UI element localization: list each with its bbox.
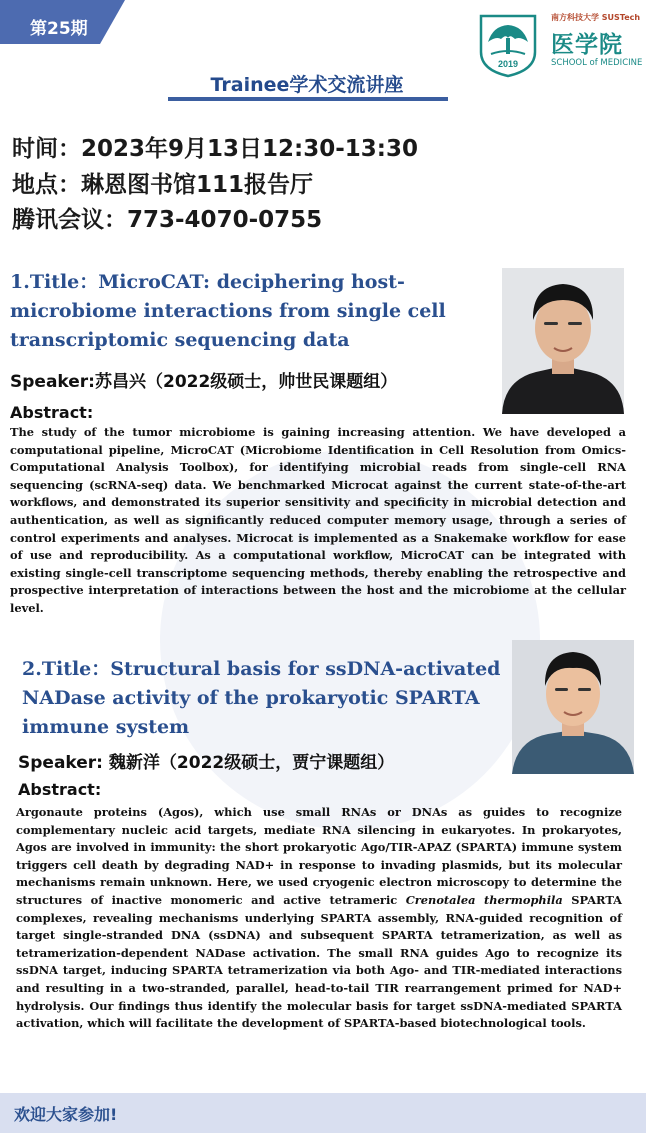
speaker-label: Speaker:: [10, 372, 95, 392]
speaker-label: Speaker:: [18, 753, 103, 773]
speaker-name: 魏新洋（2022级硕士，贾宁课题组）: [108, 753, 395, 773]
talk-2-abstract: [16, 804, 622, 1033]
talk-2-abstract-heading: Abstract:: [18, 780, 102, 799]
school-logo: [475, 10, 645, 80]
university-name: 南方科技大学 SUSTech: [551, 13, 641, 22]
talk-2-speaker: [18, 748, 394, 773]
talk-1-title: 1.Title：MicroCAT: deciphering host-microbiome interactions from single cell transcriptomic sequencing data: [10, 271, 446, 351]
event-time: 时间：2023年9月13日12:30-13:30: [12, 136, 418, 162]
event-place: 地点：琳恩图书馆111报告厅: [12, 172, 314, 198]
series-title: Trainee学术交流讲座: [210, 74, 404, 96]
welcome-text: 欢迎大家参加!: [14, 1105, 118, 1124]
talk-1-abstract-heading: Abstract:: [10, 403, 94, 422]
speaker-name: 苏昌兴（2022级硕士，帅世民课题组）: [94, 372, 398, 392]
school-name-en: SCHOOL of MEDICINE: [551, 58, 643, 68]
series-title-underline: [168, 97, 448, 101]
meeting-id: 腾讯会议：773-4070-0755: [12, 207, 323, 233]
school-name-cn: 医学院: [551, 32, 623, 58]
species-name: Crenotalea thermophila: [405, 892, 563, 907]
talk-1-abstract: The study of the tumor microbiome is gaining increasing attention. We have developed a computational pipeline, MicroCAT (Microbiome Identification in Cell Resolution from Omics-Computational Analysis Toolbox), for identifying microbial reads from single-cell RNA sequencing (scRNA-seq) data. We benchmarked Microcat against the current state-of-the-art workflows, and demonstrated its superior sensitivity and specificity in microbial detection and authentication, as well as significantly reduced computer memory usage, through a series of control experiments and analyses. Microcat is implemented as a Snakemake workflow for ease of use and reproducibility. As a computational workflow, MicroCAT can be integrated with existing single-cell transcriptome sequencing methods, thereby enabling the retrospective and prospective interpretation of interactions between the host and the microbiome at the cellular level.: [10, 425, 626, 615]
tree-seal-icon: [475, 12, 541, 78]
abstract-text: Argonaute proteins (Agos), which use small RNAs or DNAs as guides to recognize complementary nucleic acid targets, mediate RNA silencing in eukaryotes. In prokaryotes, Agos are involved in immunity: the short prokaryotic Ago/TIR-APAZ (SPARTA) immune system triggers cell death by degrading NAD+ in response to invading plasmids, but its molecular mechanisms remain unknown. Here, we used cryogenic electron microscopy to determine the structures of inactive monomeric and active tetrameric: [16, 805, 622, 907]
issue-number: 第25期: [30, 19, 88, 39]
talk-2-title: 2.Title：Structural basis for ssDNA-activated NADase activity of the prokaryotic SPARTA immune system: [22, 658, 501, 738]
seal-year: 2019: [497, 59, 519, 69]
speaker-2-photo: [512, 640, 634, 774]
speaker-1-photo: [502, 268, 624, 414]
talk-1-speaker: [10, 367, 397, 392]
abstract-text: SPARTA complexes, revealing mechanisms underlying SPARTA assembly, RNA-guided recognition of target single-stranded DNA (ssDNA) and subsequent SPARTA tetramerization, as well as tetramerization-dependent NADase activation. The small RNA guides Ago to recognize its ssDNA target, inducing SPARTA tetramerization via both Ago- and TIR-mediated interactions and resulting in a two-stranded, parallel, head-to-tail TIR rearrangement primed for NAD+ hydrolysis. Our findings thus identify the molecular basis for target ssDNA-mediated SPARTA activation, which will facilitate the development of SPARTA-based biotechnological tools.: [16, 892, 623, 1031]
